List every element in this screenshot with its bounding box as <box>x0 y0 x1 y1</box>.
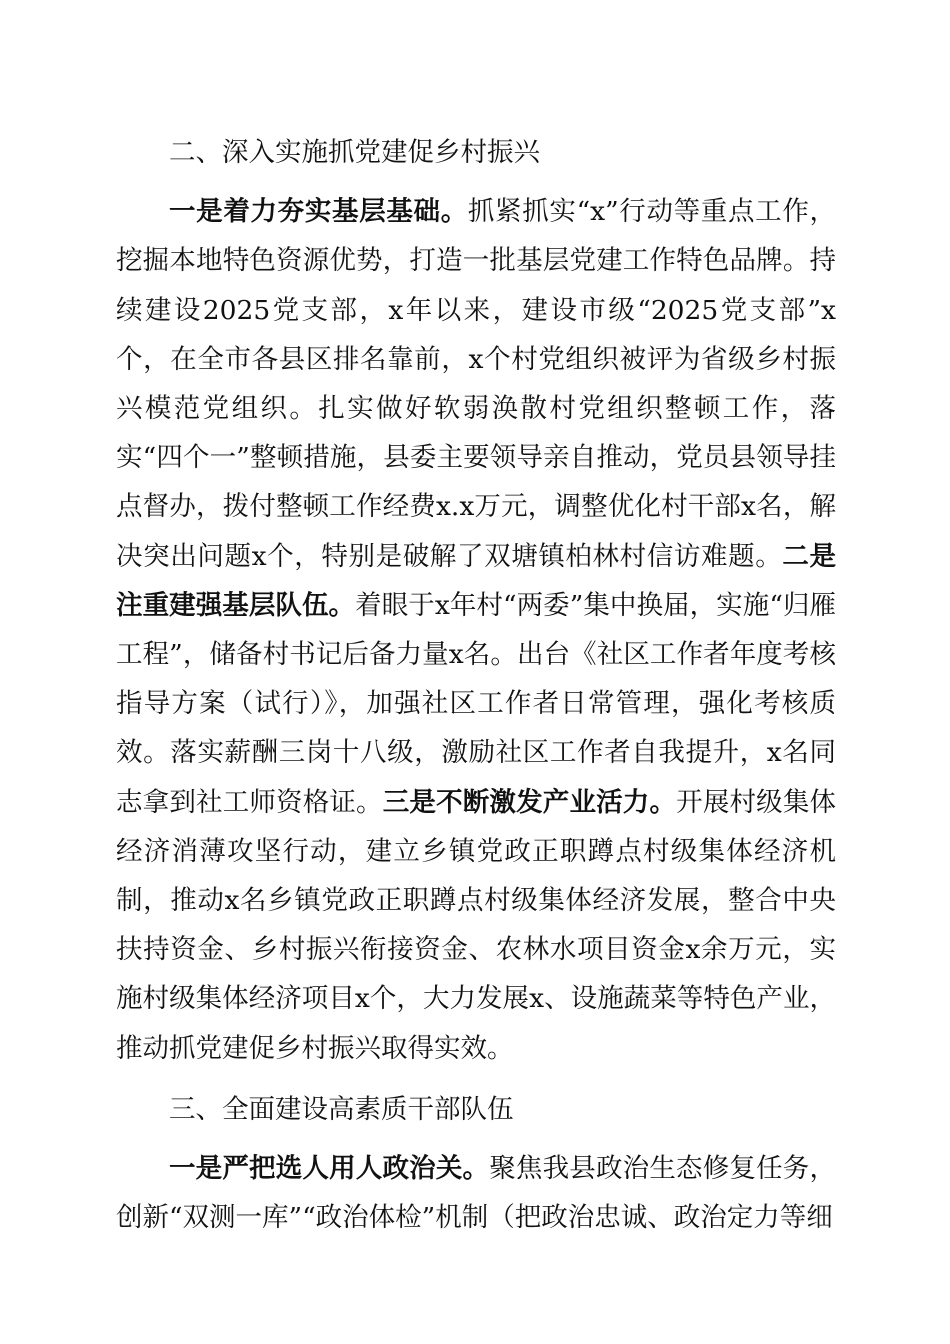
body-text-political-check: 聚焦我县政治生态修复任务，创新“双测一库”“政治体检”机制（把政治忠诚、政治定力等细 <box>116 1153 836 1234</box>
paragraph-cadre-team <box>116 1144 836 1242</box>
lead-phrase-grassroots-team: 二是注重建强基层队伍。 <box>116 540 836 621</box>
lead-phrase-grassroots-foundation: 一是着力夯实基层基础。 <box>169 196 468 228</box>
body-text-grassroots-foundation: 抓紧抓实“x”行动等重点工作，挖掘本地特色资源优势，打造一批基层党建工作特色品牌。持续建设2025党支部，x年以来，建设市级“2025党支部”x个，在全市各县区排名靠前，x个村党组织被评为省级乡村振兴模范党组织。扎实做好软弱涣散村党组织整顿工作，落实“四个一”整顿措施，县委主要领导亲自推动，党员县领导挂点督办，拨付整顿工作经费x.x万元，调整优化村干部x名，解决突出问题x个，特别是破解了双塘镇柏林村信访难题。 <box>116 196 836 572</box>
lead-phrase-industry-vitality: 三是不断激发产业活力。 <box>382 786 677 818</box>
lead-phrase-political-check: 一是严把选人用人政治关。 <box>169 1153 490 1185</box>
body-text-grassroots-team: 着眼于x年村“两委”集中换届，实施“归雁工程”，储备村书记后备力量x名。出台《社区工作者年度考核指导方案（试行）》，加强社区工作者日常管理，强化考核质效。落实薪酬三岗十八级，激励社区工作者自我提升，x名同志拿到社工师资格证。 <box>116 589 837 818</box>
document-body <box>116 128 836 1242</box>
body-text-industry-vitality: 开展村级集体经济消薄攻坚行动，建立乡镇党政正职蹲点村级集体经济机制，推动x名乡镇党政正职蹲点村级集体经济发展，整合中央扶持资金、乡村振兴衔接资金、农林水项目资金x余万元，实施村级集体经济项目x个，大力发展x、设施蔬菜等特色产业，推动抓党建促乡村振兴取得实效。 <box>116 786 837 1064</box>
paragraph-rural-revitalization <box>116 187 836 1073</box>
section-heading-cadre-team: 三、全面建设高素质干部队伍 <box>169 1093 514 1125</box>
section-heading-rural-revitalization: 二、深入实施抓党建促乡村振兴 <box>169 137 540 168</box>
